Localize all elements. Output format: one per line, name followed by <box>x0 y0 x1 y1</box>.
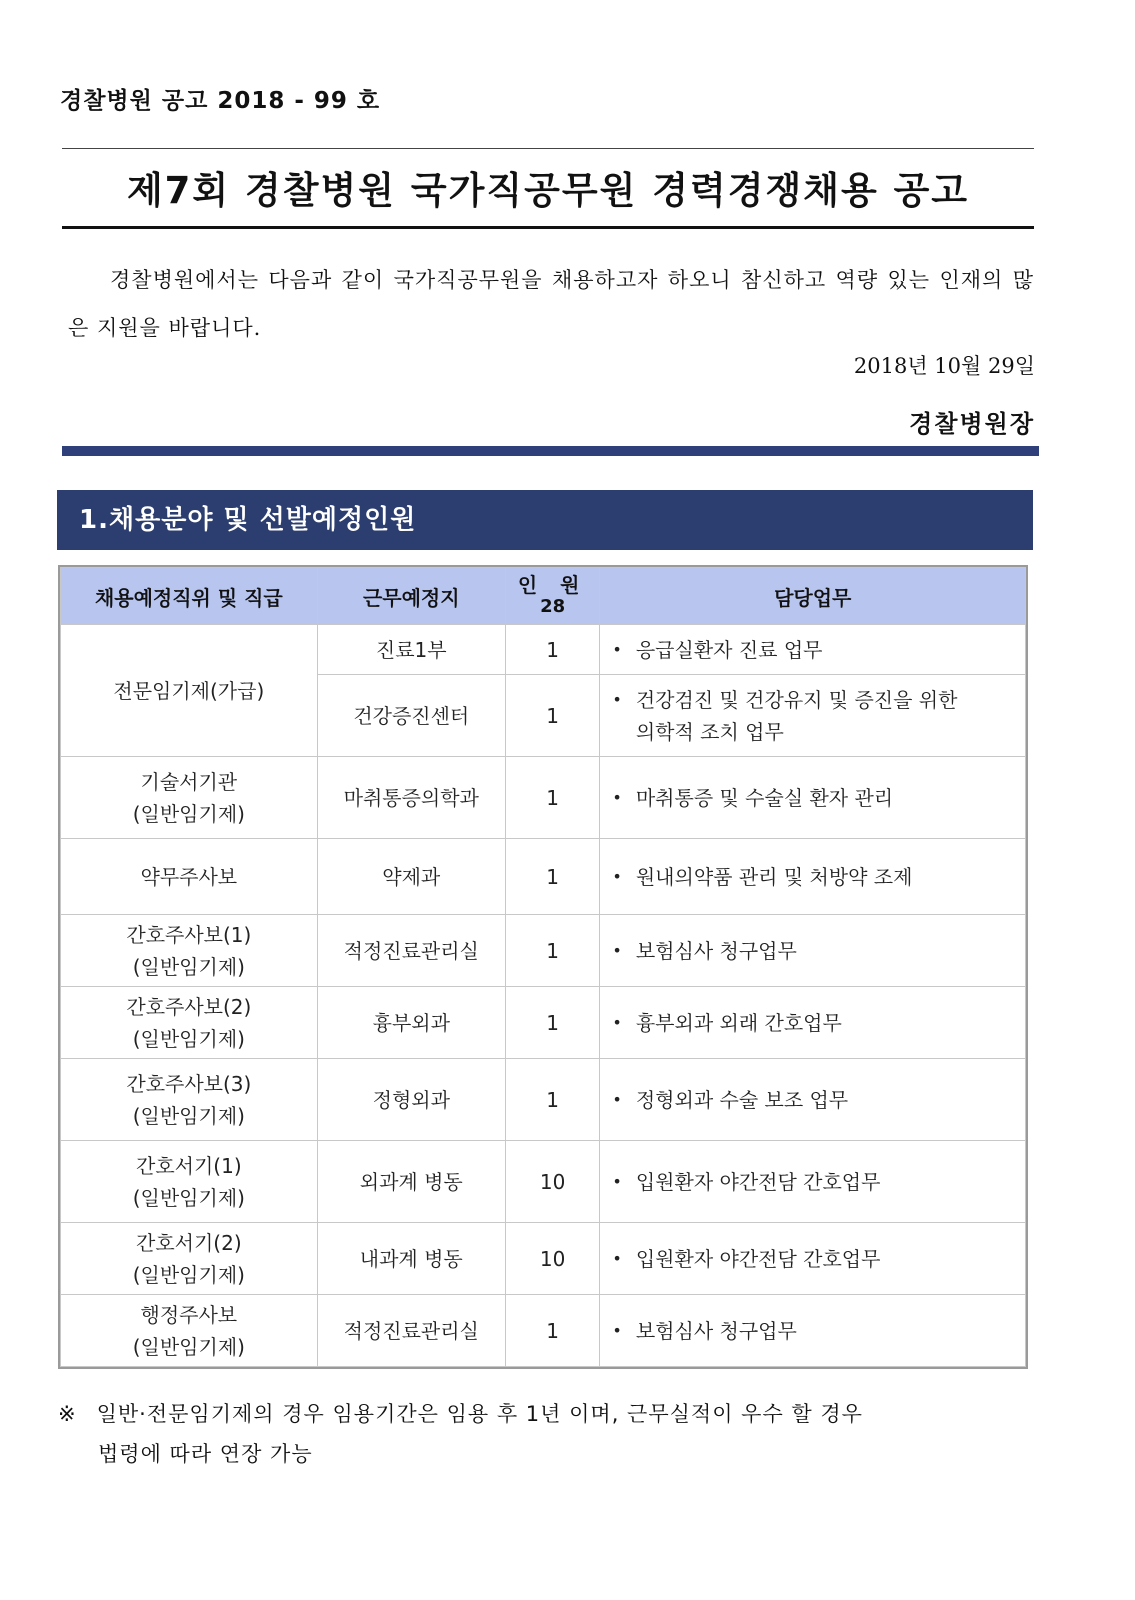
notice-signer: 경찰병원장 <box>909 409 1035 438</box>
section-divider <box>62 446 1039 456</box>
location-cell: 흉부외과 <box>317 987 505 1059</box>
duty-text-continued: 의학적 조치 업무 <box>635 719 784 744</box>
position-cell <box>61 625 318 757</box>
count-cell: 1 <box>505 839 600 915</box>
count-cell: 1 <box>505 675 600 757</box>
duty-text: 정형외과 수술 보조 업무 <box>635 1087 849 1112</box>
count-cell: 1 <box>505 915 600 987</box>
position-name: 간호서기(1) <box>136 1153 242 1178</box>
position-type: (일반임기제) <box>132 1026 245 1051</box>
position-name: 전문임기제(가급) <box>113 678 265 703</box>
column-header-position: 채용예정직위 및 직급 <box>61 568 318 625</box>
bullet-icon: • <box>612 787 622 807</box>
position-type: (일반임기제) <box>132 1334 245 1359</box>
duty-text: 입원환자 야간전담 간호업무 <box>635 1246 881 1271</box>
section-heading: 1.채용분야 및 선발예정인원 <box>57 490 1033 550</box>
duty-text: 입원환자 야간전담 간호업무 <box>635 1169 881 1194</box>
position-name: 간호주사보(3) <box>126 1071 252 1096</box>
bullet-icon: • <box>612 866 622 886</box>
count-cell: 1 <box>505 1059 600 1141</box>
bullet-icon: • <box>612 1089 622 1109</box>
count-cell: 1 <box>505 757 600 839</box>
title-top-divider <box>62 148 1034 149</box>
position-cell <box>61 987 318 1059</box>
table-header-row <box>61 568 1026 625</box>
bullet-icon: • <box>612 1171 622 1191</box>
position-cell <box>61 915 318 987</box>
location-cell: 적정진료관리실 <box>317 915 505 987</box>
count-cell: 1 <box>505 625 600 675</box>
position-cell <box>61 1059 318 1141</box>
table-row <box>61 839 1026 915</box>
duty-text: 응급실환자 진료 업무 <box>635 637 823 662</box>
page-title: 제7회 경찰병원 국가직공무원 경력경쟁채용 공고 <box>126 169 970 212</box>
duty-cell <box>600 1295 1026 1367</box>
duty-cell <box>600 625 1026 675</box>
position-name: 간호주사보(1) <box>126 922 252 947</box>
duty-cell <box>600 1059 1026 1141</box>
duty-text: 흉부외과 외래 간호업무 <box>635 1010 842 1035</box>
table-row <box>61 625 1026 675</box>
position-type: (일반임기제) <box>132 801 245 826</box>
duty-text: 보험심사 청구업무 <box>635 938 797 963</box>
notice-date: 2018년 10월 29일 <box>853 354 1035 378</box>
bullet-icon: • <box>612 1248 622 1268</box>
duty-cell <box>600 915 1026 987</box>
location-cell: 약제과 <box>317 839 505 915</box>
duty-cell <box>600 839 1026 915</box>
location-cell: 마취통증의학과 <box>317 757 505 839</box>
position-cell <box>61 1295 318 1367</box>
table-row <box>61 1059 1026 1141</box>
location-cell: 외과계 병동 <box>317 1141 505 1223</box>
count-cell: 1 <box>505 987 600 1059</box>
column-header-location: 근무예정지 <box>317 568 505 625</box>
column-header-count <box>505 568 600 625</box>
position-cell <box>61 1141 318 1223</box>
footnote-line2: 법령에 따라 연장 가능 <box>98 1442 313 1466</box>
table-row <box>61 1295 1026 1367</box>
position-name: 행정주사보 <box>140 1302 238 1327</box>
bullet-icon: • <box>612 940 622 960</box>
duty-cell <box>600 757 1026 839</box>
count-header-label: 인 원 <box>517 573 588 597</box>
position-cell <box>61 1223 318 1295</box>
count-cell: 1 <box>505 1295 600 1367</box>
location-cell: 적정진료관리실 <box>317 1295 505 1367</box>
location-cell: 내과계 병동 <box>317 1223 505 1295</box>
table-row <box>61 757 1026 839</box>
bullet-icon: • <box>612 639 622 659</box>
position-type: (일반임기제) <box>132 954 245 979</box>
position-type: (일반임기제) <box>132 1103 245 1128</box>
intro-paragraph: 경찰병원에서는 다음과 같이 국가직공무원을 채용하고자 하오니 참신하고 역량 있는 인재의 많은 지원을 바랍니다. <box>68 268 1034 340</box>
table-row <box>61 1223 1026 1295</box>
position-name: 기술서기관 <box>140 769 238 794</box>
column-header-duty: 담당업무 <box>600 568 1026 625</box>
duty-text: 건강검진 및 건강유지 및 증진을 위한 <box>635 687 958 712</box>
table-row <box>61 1141 1026 1223</box>
count-header-total: 28 <box>540 596 566 617</box>
bullet-icon: • <box>612 1012 622 1032</box>
duty-cell <box>600 987 1026 1059</box>
duty-text: 보험심사 청구업무 <box>635 1318 797 1343</box>
duty-cell <box>600 1141 1026 1223</box>
bullet-icon: • <box>612 689 622 709</box>
position-type: (일반임기제) <box>132 1262 245 1287</box>
position-name: 약무주사보 <box>140 864 238 889</box>
notice-number: 경찰병원 공고 2018 - 99 호 <box>60 88 381 114</box>
count-cell: 10 <box>505 1141 600 1223</box>
count-cell: 10 <box>505 1223 600 1295</box>
position-name: 간호서기(2) <box>136 1230 242 1255</box>
position-type: (일반임기제) <box>132 1185 245 1210</box>
recruitment-table <box>58 565 1028 1369</box>
position-cell <box>61 839 318 915</box>
duty-cell <box>600 675 1026 757</box>
bullet-icon: • <box>612 1320 622 1340</box>
position-name: 간호주사보(2) <box>126 994 252 1019</box>
duty-text: 마취통증 및 수술실 환자 관리 <box>635 785 894 810</box>
table-row <box>61 987 1026 1059</box>
location-cell: 정형외과 <box>317 1059 505 1141</box>
duty-text: 원내의약품 관리 및 처방약 조제 <box>635 864 913 889</box>
location-cell: 진료1부 <box>317 625 505 675</box>
position-cell <box>61 757 318 839</box>
reference-mark-icon: ※ <box>58 1402 77 1426</box>
title-bottom-divider <box>62 226 1034 229</box>
duty-cell <box>600 1223 1026 1295</box>
footnote <box>58 1394 1034 1474</box>
location-cell: 건강증진센터 <box>317 675 505 757</box>
footnote-line1: 일반·전문임기제의 경우 임용기간은 임용 후 1년 이며, 근무실적이 우수 할 경우 <box>96 1402 863 1426</box>
table-row <box>61 915 1026 987</box>
